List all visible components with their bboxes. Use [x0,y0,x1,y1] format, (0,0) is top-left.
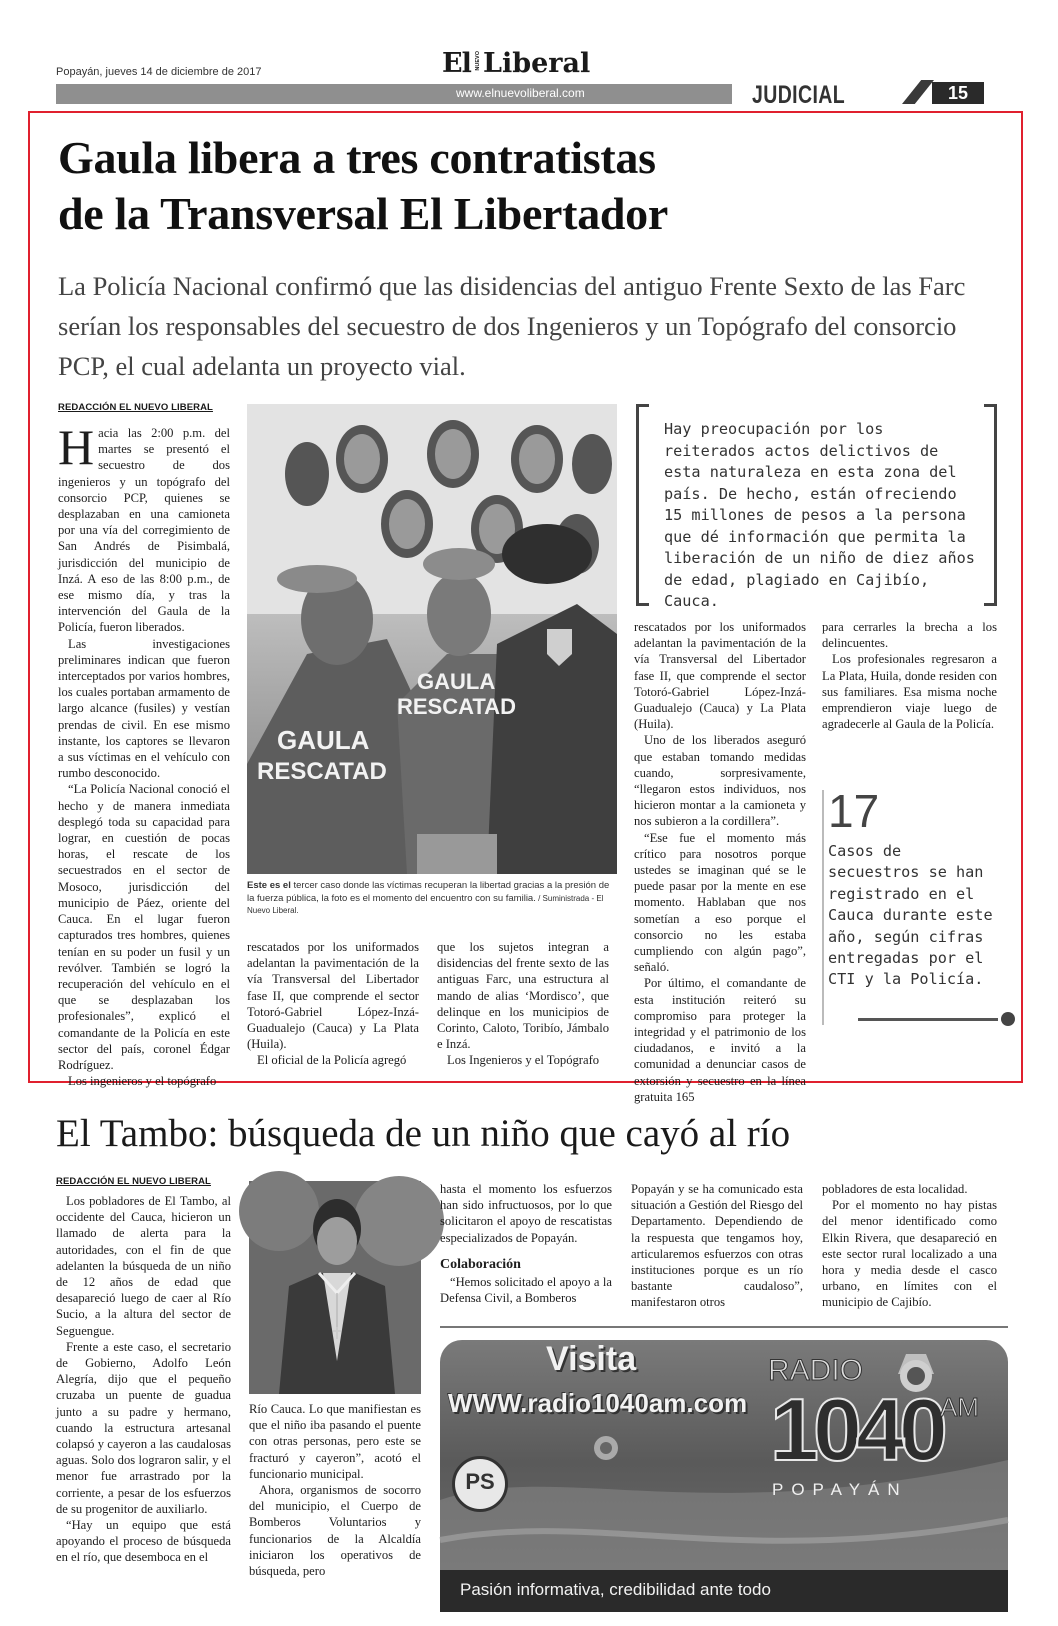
vest-text-rescatado-left: RESCATAD [257,758,387,785]
ad-top-rule [440,1326,1008,1328]
article2-column-1 [56,1193,231,1613]
col2-paragraph-1: rescatados por los uniformados adelantan la pavimentación de la vía Transversal del Libertador fase II, que comprende el sector Totoró-Gabriel López-Inzá-Guadualejo (Cauca) y La Plata (Huila). [247,940,419,1052]
page-number: 15 [947,83,969,103]
col2-paragraph-2: El oficial de la Policía agregó [257,1053,407,1068]
masthead [442,48,602,82]
a2-col5-paragraph-2: Por el momento no hay pistas del menor identificado como Elkin Rivera, que desapareció en este sector rural localizado a una hora y media desde el casco urbano, en límites con el municipio de Cajibío. [822,1198,997,1310]
caption-credit: / Suministrada - El Nuevo Liberal. [247,893,604,915]
a2-col5-paragraph-1: pobladores de esta localidad. [822,1182,968,1196]
section-swoosh-icon [902,80,934,104]
stat-box-border [822,790,824,1025]
vest-text-gaula-center: GAULA [417,669,496,694]
header-bar [56,84,732,104]
a2-col3-paragraph-1: hasta el momento los esfuerzos han sido infructuosos, por lo que solicitaron el apoyo de rescatistas especializados de Popayán. [440,1182,612,1245]
ad-ps-logo-text: PS [465,1469,495,1494]
article2-byline: REDACCIÓN EL NUEVO LIBERAL [56,1176,211,1187]
article-column-5 [822,619,997,779]
col4-paragraph-3: “Ese fue el momento más crítico para nosotros porque ustedes se imaginan qué se le puede pasar por la mente en ese momento. Hablaban que nos sometían a eso porque el consorcio no les estaba cumpliendo con algún pago”, señaló. [634,830,806,975]
drop-cap: H [58,419,95,475]
rescue-photo-illustration [247,404,617,874]
a2-col2-paragraph-1: Río Cauca. Lo que manifiestan es que el niño iba pasando el puente con otras personas, pero este se fracturó y cayeron”, acotó el funcionario municipal. [249,1402,421,1481]
rescue-photo [247,404,617,874]
col5-paragraph-2: Los profesionales regresaron a La Plata, Huila, donde residen con sus familiares. Esa misma noche emprendieron viaje luego de agradecerle al Gaula de la Policía. [822,652,997,732]
col4-paragraph-2: Uno de los liberados aseguró que estaban tomando medidas cuando, sorpresivamente, “llegaron estos individuos, nos hicieron montar a la camioneta y nos subieron a la cordillera”. [634,733,806,829]
col1-paragraph-2: Las investigaciones preliminares indican que fueron interceptados por varios hombres, los cuales portaban armamento de largo alcance (fusiles) y vestían prendas de civil. En ese mismo instante, los captores se llevaron a sus víctimas en el vehículo con rumbo desconocido. [58,636,230,781]
a2-col1-paragraph-3: “Hay un equipo que está apoyando el proceso de búsqueda en el río, que desemboca en el [56,1518,231,1565]
a2-col4-paragraph-1: Popayán y se ha comunicado esta situación a Gestión del Riesgo del Departamento. Dependiendo de la respuesta que tengamos hoy, articularemos esfuerzos con otras instituciones porque es un río bastante caudaloso”, manifestaron otros [631,1182,803,1310]
a2-col2-paragraph-2: Ahora, organismos de socorro del municipio, el Cuerpo de Bomberos Voluntarios y funcionarios de la Alcaldía iniciaron los operativos de búsqueda, pero [249,1483,421,1579]
ad-frequency: 1040 [770,1380,942,1479]
pullquote-bracket-right [984,404,997,606]
date-line: Popayán, jueves 14 de diciembre de 2017 [56,66,262,78]
vest-text-gaula-left: GAULA [277,725,370,755]
ad-city: POPAYÁN [772,1480,908,1499]
stat-rule [858,1018,998,1021]
caption-lead: Este es el [247,880,291,891]
col3-paragraph-1: que los sujetos integran a disidencias del frente sexto de las antiguas Farc, una estructura al mando de alias ‘Mordisco’, que delinque en los municipios de Corinto, Caloto, Toribío, Jámbalo e Inzá. [437,940,609,1052]
col4-paragraph-4: Por último, el comandante de esta institución reiteró su compromiso para proteger la integridad y el patrimonio de los ciudadanos, e invitó a la comunidad a denunciar casos de extorsión y secuestro en la línea gratuita 165 [634,976,806,1104]
photo-caption [247,880,617,918]
pullquote-bracket-left [636,404,649,606]
ad-ps-logo [452,1456,508,1512]
section-badge [732,78,982,108]
missing-boy-photo [249,1181,421,1394]
article-column-1 [58,419,230,1089]
radio-advertisement[interactable] [440,1340,1008,1612]
headline-line-2: de la Transversal El Libertador [58,188,668,239]
a2-col1-paragraph-2: Frente a este caso, el secretario de Gobierno, Adolfo León Alegría, dijo que el pequeño cruzaba un puente de guadua junto a su padre y hermano, cuando la estructura artesanal colapsó y cayeron a las caudalosas aguas. Solo dos lograron salir, y el menor fue arrastrado por la corriente, a pesar de los esfuerzos de su progenitor de auxiliarlo. [56,1339,231,1516]
masthead-nuevo: NUEVO [475,51,481,71]
col4-paragraph-1: rescatados por los uniformados adelantan la pavimentación de la vía Transversal del Libertador fase II, que comprende el sector Totoró-Gabriel López-Inzá-Guadualejo (Cauca) y La Plata (Huila). [634,620,806,732]
article-column-2 [247,939,419,1073]
col1-lead: acia las 2:00 p.m. del martes se presentó el secuestro de dos ingenieros y un topógrafo del consorcio PCP, quienes se desplazaban en una camioneta por una vía del corregimiento de San Andrés de Pisimbalá, jurisdicción del municipio de Inzá. A eso de las 8:00 p.m., de ese mismo día, y tras la intervención del Gaula de la Policía, fueron liberados. [58,426,230,635]
ad-visita: Visita [546,1340,637,1378]
col1-paragraph-3: “La Policía Nacional conoció el hecho y de manera inmediata desplegó toda su capacidad para lograr, en cuestión de pocas horas, el rescate de los secuestrados en el sector de Mosoco, jurisdicción del municipio de Páez, oriente del Cauca. En el lugar fueron capturados tres hombres, quienes tenían en su poder un fusil y un revólver. También se logró la recuperación del vehículo en el que se desplazaban los profesionales”, explicó el comandante de la Policía en este sector del país, coronel Édgar Rodríguez. [58,782,230,1072]
stat-text: Casos de secuestros se han registrado en el Cauca durante este año, según cifras entregadas por el CTI y la Policía. [828,842,993,989]
missing-boy-illustration [249,1181,421,1394]
article-column-3 [437,939,609,1073]
article2-column-3 [440,1181,612,1321]
pullquote: Hay preocupación por los reiterados actos delictivos de esta naturaleza en esta zona del país. De hecho, están ofreciendo 15 millones de pesos a la persona que dé información que permita la liberación de un niño de diez años de edad, plagiado en Cajibío, Cauca. [664,420,975,610]
ad-am-label: AM [940,1392,979,1422]
article2-column-5 [822,1181,997,1321]
a2-col3-paragraph-2: “Hemos solicitado el apoyo a la Defensa Civil, a Bomberos [440,1274,612,1306]
article2-column-2 [249,1401,421,1613]
website: www.elnuevoliberal.com [456,86,585,100]
vest-text-rescatado-center: RESCATAD [397,694,516,719]
col5-paragraph-1: para cerrarles la brecha a los delincuentes. [822,620,997,651]
col3-paragraph-2: Los Ingenieros y el Topógrafo [447,1053,600,1068]
article-byline: REDACCIÓN EL NUEVO LIBERAL [58,402,213,413]
article-deck: La Policía Nacional confirmó que las disidencias del antiguo Frente Sexto de las Farc serían los responsables del secuestro de dos Ingenieros y un Topógrafo del consorcio PCP, el cual adelanta un proyecto vial. [58,271,966,381]
stat-dot-icon [1001,1012,1015,1026]
stat-number: 17 [828,785,880,837]
article-headline [58,130,668,242]
article2-column-4 [631,1181,803,1321]
masthead-el: El [442,48,471,79]
ad-url[interactable]: WWW.radio1040am.com [448,1388,748,1418]
article-column-4 [634,619,806,1104]
ad-slogan: Pasión informativa, credibilidad ante todo [460,1580,771,1599]
col1-paragraph-4: Los ingenieros y el topógrafo [68,1074,217,1089]
caption-text: tercer caso donde las víctimas recuperan la libertad gracias a la presión de la fuerza pública, la foto es el momento del encuentro con su familia. [247,880,610,904]
a2-subhead: Colaboración [440,1256,521,1272]
a2-col1-paragraph-1: Los pobladores de El Tambo, al occidente del Cauca, hicieron un llamado de alerta para la autoridades, con el fin de que adelanten la búsqueda de un niño de 12 años de edad que desapareció luego de caer al Río Sucio, a la altura del sector de Seguengue. [56,1194,231,1338]
masthead-liberal: Liberal [483,48,591,79]
headline-line-1: Gaula libera a tres contratistas [58,132,656,183]
article2-headline: El Tambo: búsqueda de un niño que cayó al río [56,1112,791,1155]
section-label: JUDICIAL [752,81,846,109]
ad-radio-label: RADIO [768,1354,864,1387]
